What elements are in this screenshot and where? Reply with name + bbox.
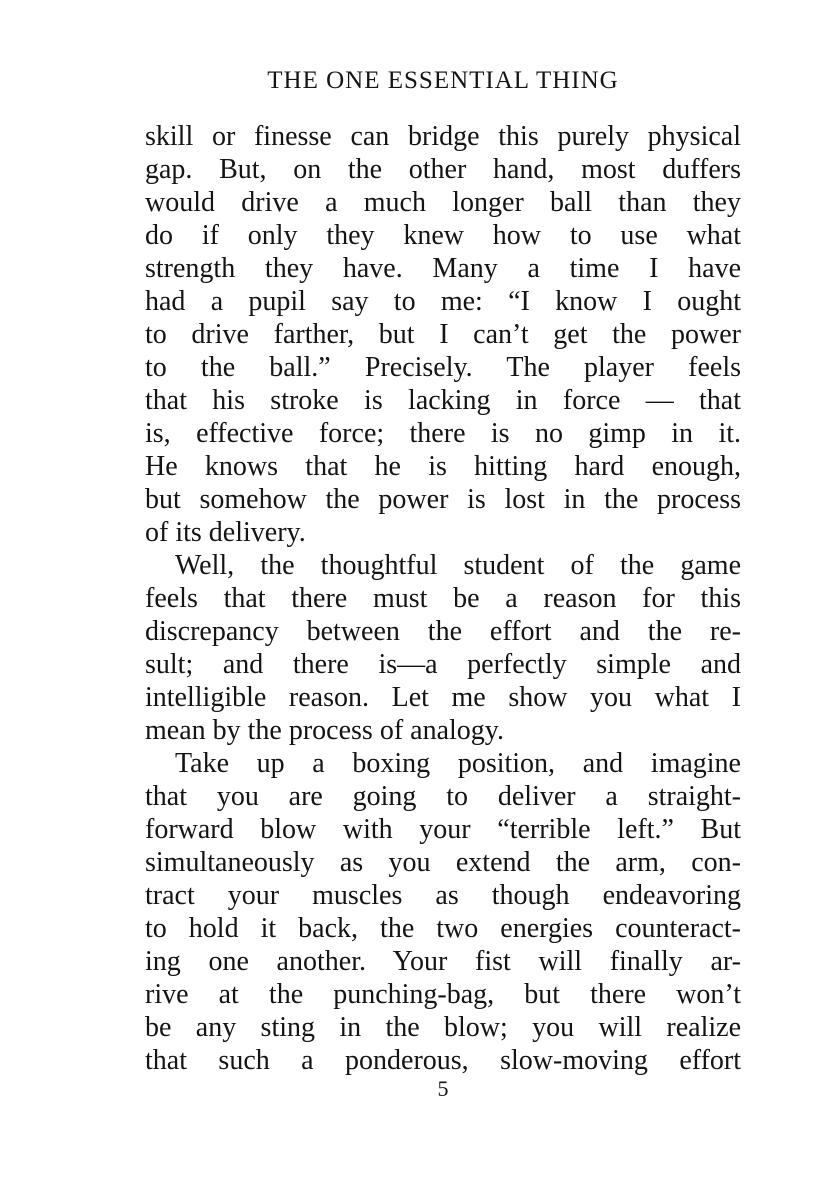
text-line: be any sting in the blow; you will realize bbox=[145, 1012, 741, 1043]
text-line: forward blow with your “terrible left.” But bbox=[145, 814, 741, 845]
text-line: to the ball.” Precisely. The player feels bbox=[145, 352, 741, 383]
text-line: intelligible reason. Let me show you what I bbox=[145, 682, 741, 713]
text-line: feels that there must be a reason for this bbox=[145, 583, 741, 614]
running-head: THE ONE ESSENTIAL THING bbox=[267, 67, 619, 94]
page-number: 5 bbox=[437, 1076, 449, 1101]
text-line: had a pupil say to me: “I know I ought bbox=[145, 286, 741, 317]
text-line: that such a ponderous, slow-moving effort bbox=[145, 1045, 741, 1076]
text-line: of its delivery. bbox=[145, 517, 306, 548]
text-line: strength they have. Many a time I have bbox=[145, 253, 741, 284]
text-line: skill or finesse can bridge this purely physical bbox=[145, 121, 741, 152]
text-line: do if only they knew how to use what bbox=[145, 220, 741, 251]
text-line: He knows that he is hitting hard enough, bbox=[145, 451, 741, 482]
text-line: rive at the punching-bag, but there won’t bbox=[145, 979, 741, 1010]
text-line: ing one another. Your fist will finally ar- bbox=[145, 946, 741, 977]
text-line: is, effective force; there is no gimp in it. bbox=[145, 418, 741, 449]
text-line: discrepancy between the effort and the re- bbox=[145, 616, 741, 647]
text-line: would drive a much longer ball than they bbox=[145, 187, 741, 218]
text-line: mean by the process of analogy. bbox=[145, 715, 504, 746]
text-line: to drive farther, but I can’t get the power bbox=[145, 319, 741, 350]
text-line: gap. But, on the other hand, most duffers bbox=[145, 154, 741, 185]
text-line: simultaneously as you extend the arm, con- bbox=[145, 847, 741, 878]
text-line: but somehow the power is lost in the process bbox=[145, 484, 741, 515]
text-line: that you are going to deliver a straight- bbox=[145, 781, 741, 812]
text-line: sult; and there is—a perfectly simple and bbox=[145, 649, 741, 680]
paragraph-start-line: Well, the thoughtful student of the game bbox=[175, 550, 741, 581]
text-line: to hold it back, the two energies counteract- bbox=[145, 913, 741, 944]
body-text bbox=[145, 120, 741, 1077]
paragraph-start-line: Take up a boxing position, and imagine bbox=[175, 748, 741, 779]
text-line: tract your muscles as though endeavoring bbox=[145, 880, 741, 911]
text-line: that his stroke is lacking in force — that bbox=[145, 385, 741, 416]
